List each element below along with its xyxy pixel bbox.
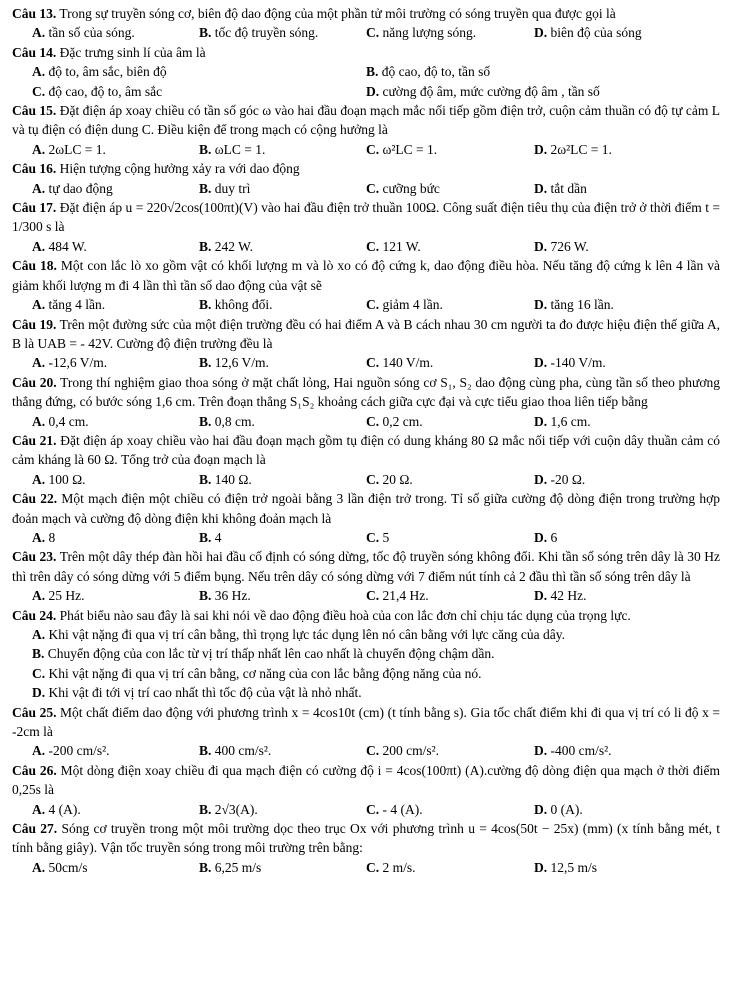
option-label: B.	[199, 355, 212, 371]
question-text: Đặt điện áp xoay chiều có tần số góc ω vào hai đầu đoạn mạch mắc nối tiếp gồm điện trở, cuộn cảm thuần có độ tự cảm L và tụ điện có điện dung C. Điều kiện để trong mạch có cộng hưởng là	[12, 103, 721, 138]
option-text: 2√3(A).	[214, 801, 258, 817]
options-row	[12, 237, 720, 256]
options-row	[12, 140, 720, 159]
question	[12, 819, 720, 877]
answer-option	[366, 353, 534, 372]
option-label: B.	[199, 238, 212, 254]
answer-option	[199, 800, 366, 819]
option-label: B.	[199, 471, 212, 487]
option-text: 42 Hz.	[550, 588, 587, 604]
answer-option	[32, 664, 720, 683]
answer-option	[199, 179, 366, 198]
option-label: A.	[32, 64, 46, 80]
question-stem	[12, 819, 720, 858]
answer-option	[199, 237, 366, 256]
option-text: ωLC = 1.	[214, 141, 266, 157]
option-text: 20 Ω.	[382, 471, 413, 487]
answer-option	[366, 179, 534, 198]
option-label: C.	[32, 83, 46, 99]
option-label: D.	[534, 297, 548, 313]
option-label: B.	[199, 743, 212, 759]
option-text: 6,25 m/s	[214, 859, 262, 875]
option-text: 200 cm/s².	[382, 743, 440, 759]
answer-option	[366, 800, 534, 819]
option-label: A.	[32, 588, 46, 604]
answer-option	[199, 23, 366, 42]
options-row	[12, 858, 720, 877]
question-text: Một con lắc lò xo gồm vật có khối lượng m và lò xo có độ cứng k, dao động điều hòa. Nếu tăng độ cứng k lên 4 lần và giảm khối lượng m đi 4 lần thì tần số dao động của vật sẽ	[12, 258, 721, 293]
question	[12, 431, 720, 489]
answer-option	[199, 353, 366, 372]
option-label: D.	[534, 801, 548, 817]
option-text: 0,8 cm.	[214, 413, 255, 429]
option-label: B.	[199, 180, 212, 196]
option-label: D.	[32, 685, 46, 701]
question-text: Một dòng điện xoay chiều đi qua mạch điện có cường độ i = 4cos(100πt) (A).cường độ dòng điện qua mạch ở thời điểm 0,25s là	[12, 762, 720, 798]
answer-option	[366, 741, 534, 760]
option-label: C.	[32, 665, 46, 681]
answer-option	[199, 140, 366, 159]
option-text: giảm 4 lần.	[382, 297, 443, 313]
option-text: ω²LC = 1.	[382, 141, 438, 157]
option-label: A.	[32, 627, 46, 642]
options-row	[12, 470, 720, 489]
question	[12, 159, 720, 198]
option-text: 25 Hz.	[48, 588, 85, 604]
question-stem	[12, 606, 720, 625]
option-text: 50cm/s	[48, 859, 88, 875]
option-text: 242 W.	[214, 238, 254, 254]
option-text: 4 (A).	[48, 801, 81, 817]
question-stem	[12, 198, 720, 237]
option-label: A.	[32, 297, 46, 313]
option-label: C.	[366, 297, 380, 313]
option-text: Chuyển động của con lắc từ vị trí thấp nhất lên cao nhất là chuyển động chậm dần.	[47, 646, 495, 662]
option-label: C.	[366, 529, 380, 545]
question-number: Câu 21.	[12, 432, 57, 448]
option-text: 6	[550, 529, 558, 545]
question	[12, 373, 720, 431]
answer-option	[366, 858, 534, 877]
option-text: độ cao, độ to, tần số	[381, 64, 491, 80]
option-label: D.	[534, 141, 548, 157]
option-label: D.	[534, 355, 548, 371]
option-text: -12,6 V/m.	[48, 355, 108, 371]
question-text: Sóng cơ truyền trong một môi trường dọc theo trục Ox với phương trình u = 4cos(50t − 25x) (mm) (x tính bằng mét, t tính bằng giây). Vận tốc truyền sóng trong môi trường trên bằng:	[12, 821, 721, 856]
answer-option	[366, 528, 534, 547]
answer-option	[32, 586, 199, 605]
question-number: Câu 24.	[12, 607, 57, 623]
option-text: cưỡng bức	[382, 180, 440, 196]
option-label: A.	[32, 180, 46, 196]
answer-option	[32, 62, 366, 81]
answer-option	[199, 741, 366, 760]
option-label: D.	[534, 238, 548, 254]
option-text: 726 W.	[550, 238, 589, 254]
option-label: C.	[366, 471, 380, 487]
question-stem	[12, 256, 720, 295]
option-label: C.	[366, 859, 380, 875]
answer-option	[534, 23, 642, 42]
option-text: -20 Ω.	[550, 471, 586, 487]
answer-option	[534, 237, 589, 256]
option-text: 2 m/s.	[382, 859, 416, 875]
answer-option	[366, 412, 534, 431]
option-text: cường độ âm, mức cường độ âm , tần số	[382, 83, 600, 99]
question-number: Câu 25.	[12, 704, 57, 720]
option-label: D.	[366, 83, 380, 99]
answer-option	[32, 528, 199, 547]
options-row	[12, 741, 720, 760]
option-text: 484 W.	[48, 238, 87, 254]
question-number: Câu 19.	[12, 316, 57, 332]
option-label: D.	[534, 471, 548, 487]
option-label: B.	[199, 859, 212, 875]
option-label: D.	[534, 743, 548, 759]
question-number: Câu 22.	[12, 491, 58, 507]
option-label: A.	[32, 25, 46, 41]
option-label: C.	[366, 355, 380, 371]
question-stem	[12, 4, 720, 23]
answer-option	[366, 295, 534, 314]
question-number: Câu 18.	[12, 258, 57, 274]
answer-option	[32, 741, 199, 760]
option-text: -140 V/m.	[550, 355, 606, 371]
question-text: Trong thí nghiệm giao thoa sóng ở mặt chất lỏng, Hai nguồn sóng cơ S₁, S₂ dao động cùng pha, cùng tần số theo phương thẳng đứng, có bước sóng 1,6 cm. Trên đoạn thẳng S₁S₂ khoảng cách giữa cực đại và cực tiểu giao thoa liên tiếp bằng	[12, 374, 721, 410]
question-number: Câu 13.	[12, 6, 57, 21]
option-label: C.	[366, 801, 380, 817]
answer-option	[199, 586, 366, 605]
options-column	[12, 625, 720, 703]
option-label: B.	[199, 529, 212, 545]
option-text: 1,6 cm.	[550, 413, 591, 429]
answer-option	[534, 179, 587, 198]
question-stem	[12, 431, 720, 470]
option-label: B.	[366, 64, 379, 80]
answer-option	[32, 625, 720, 644]
option-text: Khi vật nặng đi qua vị trí cân bằng, cơ năng của con lắc bằng động năng của nó.	[48, 665, 482, 681]
question	[12, 489, 720, 547]
answer-option	[534, 858, 597, 877]
option-text: tần số của sóng.	[48, 25, 135, 41]
question-stem	[12, 43, 720, 62]
option-label: A.	[32, 801, 46, 817]
answer-option	[366, 82, 700, 101]
option-label: A.	[32, 859, 46, 875]
option-label: D.	[534, 180, 548, 196]
option-text: 400 cm/s².	[214, 743, 272, 759]
options-row	[12, 62, 720, 81]
option-text: 36 Hz.	[214, 588, 251, 604]
answer-option	[32, 82, 366, 101]
option-text: 12,6 V/m.	[214, 355, 269, 371]
option-label: A.	[32, 529, 46, 545]
option-text: 21,4 Hz.	[382, 588, 429, 604]
option-text: tắt dần	[550, 180, 587, 196]
answer-option	[534, 353, 606, 372]
question-number: Câu 16.	[12, 161, 57, 177]
question-text: Một mạch điện một chiều có điện trở ngoài bằng 3 lần điện trở trong. Tỉ số giữa cường độ dòng điện trong trường hợp đoản mạch và cường độ dòng điện khi không đoản mạch là	[12, 491, 720, 526]
question-stem	[12, 761, 720, 800]
question-stem	[12, 703, 720, 742]
answer-option	[32, 353, 199, 372]
question-text: Một chất điểm dao động với phương trình x = 4cos10t (cm) (t tính bằng s). Gia tốc chất điểm khi đi qua vị trí có li độ x = -2cm là	[12, 704, 721, 740]
option-label: A.	[32, 238, 46, 254]
question-text: Đặt điện áp xoay chiều vào hai đầu đoạn mạch gồm tụ điện có dung kháng 80 Ω mắc nối tiếp với cuộn dây thuần cảm có cảm kháng là 60 Ω. Tổng trở của đoạn mạch là	[12, 432, 721, 468]
question	[12, 101, 720, 159]
question-number: Câu 26.	[12, 762, 57, 778]
options-row	[12, 295, 720, 314]
option-text: tốc độ truyền sóng.	[214, 25, 319, 41]
option-text: duy trì	[214, 180, 251, 196]
question-number: Câu 17.	[12, 200, 57, 216]
question-stem	[12, 101, 720, 140]
option-text: tăng 4 lần.	[48, 297, 106, 313]
question	[12, 703, 720, 761]
option-text: năng lượng sóng.	[382, 25, 477, 41]
option-text: 2ω²LC = 1.	[550, 141, 612, 157]
question	[12, 315, 720, 373]
option-text: - 4 (A).	[382, 801, 423, 817]
option-text: không đổi.	[214, 297, 273, 313]
question-text: Phát biểu nào sau đây là sai khi nói về dao động điều hoà của con lắc đơn chỉ chịu tác dụng của trọng lực.	[59, 607, 631, 623]
option-text: tự dao động	[48, 180, 113, 196]
answer-option	[199, 295, 366, 314]
option-text: 100 Ω.	[48, 471, 86, 487]
options-row	[12, 800, 720, 819]
answer-option	[32, 412, 199, 431]
question-number: Câu 15.	[12, 103, 57, 119]
option-label: D.	[534, 25, 548, 41]
answer-option	[32, 23, 199, 42]
options-row	[12, 179, 720, 198]
option-label: A.	[32, 471, 46, 487]
option-label: B.	[199, 588, 212, 604]
answer-option	[199, 412, 366, 431]
option-text: 4	[214, 529, 222, 545]
answer-option	[534, 586, 587, 605]
option-text: 2ωLC = 1.	[48, 141, 106, 157]
answer-option	[534, 295, 614, 314]
option-text: -400 cm/s².	[550, 743, 612, 759]
option-text: Khi vật nặng đi qua vị trí cân bằng, thì trọng lực tác dụng lên nó cân bằng với lực căng của dây.	[48, 627, 565, 642]
option-text: độ to, âm sắc, biên độ	[48, 64, 167, 80]
option-text: 12,5 m/s	[550, 859, 598, 875]
answer-option	[534, 741, 612, 760]
option-text: độ cao, độ to, âm sắc	[48, 83, 163, 99]
question-text: Trong sự truyền sóng cơ, biên độ dao động của một phần tử môi trường có sóng truyền qua được gọi là	[59, 6, 616, 21]
question-text: Trên một đường sức của một điện trường đều có hai điểm A và B cách nhau 30 cm người ta đo được hiệu điện thế giữa A, B là UAB = - 42V. Cường độ điện trường đều là	[12, 316, 721, 351]
answer-option	[366, 470, 534, 489]
option-label: C.	[366, 25, 380, 41]
question-text: Đặc trưng sinh lí của âm là	[59, 44, 206, 60]
question-stem	[12, 489, 720, 528]
answer-option	[534, 412, 591, 431]
question	[12, 198, 720, 256]
option-text: 121 W.	[382, 238, 421, 254]
question	[12, 43, 720, 101]
option-label: C.	[366, 238, 380, 254]
option-text: Khi vật đi tới vị trí cao nhất thì tốc độ của vật là nhỏ nhất.	[48, 685, 362, 701]
answer-option	[534, 140, 612, 159]
options-row	[12, 412, 720, 431]
option-label: D.	[534, 529, 548, 545]
option-label: C.	[366, 141, 380, 157]
option-label: B.	[199, 297, 212, 313]
option-text: 0 (A).	[550, 801, 583, 817]
answer-option	[32, 237, 199, 256]
option-label: B.	[199, 25, 212, 41]
options-row	[12, 586, 720, 605]
question	[12, 256, 720, 314]
question-stem	[12, 159, 720, 178]
question-text: Hiện tượng cộng hưởng xảy ra với dao động	[59, 161, 300, 177]
answer-option	[32, 800, 199, 819]
question-number: Câu 27.	[12, 821, 58, 837]
option-label: A.	[32, 141, 46, 157]
answer-option	[32, 858, 199, 877]
option-label: D.	[534, 588, 548, 604]
option-text: 140 Ω.	[214, 471, 252, 487]
option-label: D.	[534, 413, 548, 429]
answer-option	[366, 140, 534, 159]
option-text: 140 V/m.	[382, 355, 434, 371]
options-row	[12, 528, 720, 547]
option-text: tăng 16 lần.	[550, 297, 614, 313]
answer-option	[366, 586, 534, 605]
option-label: A.	[32, 355, 46, 371]
answer-option	[199, 528, 366, 547]
answer-option	[199, 858, 366, 877]
answer-option	[32, 295, 199, 314]
options-row	[12, 23, 720, 42]
question-stem	[12, 547, 720, 586]
option-label: B.	[199, 801, 212, 817]
option-label: A.	[32, 743, 46, 759]
option-label: B.	[32, 646, 45, 662]
option-label: C.	[366, 588, 380, 604]
option-label: D.	[534, 859, 548, 875]
question-number: Câu 14.	[12, 44, 57, 60]
options-row	[12, 353, 720, 372]
option-label: C.	[366, 413, 380, 429]
answer-option	[32, 683, 720, 702]
question-stem	[12, 315, 720, 354]
option-label: B.	[199, 141, 212, 157]
question-number: Câu 23.	[12, 549, 57, 565]
option-text: 8	[48, 529, 56, 545]
answer-option	[32, 644, 720, 663]
answer-option	[32, 140, 199, 159]
option-text: -200 cm/s².	[48, 743, 110, 759]
option-label: C.	[366, 743, 380, 759]
question-stem	[12, 373, 720, 412]
answer-option	[199, 470, 366, 489]
option-text: 0,2 cm.	[382, 413, 423, 429]
option-text: biên độ của sóng	[550, 25, 642, 41]
question-number: Câu 20.	[12, 374, 57, 390]
answer-option	[32, 179, 199, 198]
question	[12, 606, 720, 703]
question-text: Đặt điện áp u = 220√2cos(100πt)(V) vào hai đầu điện trở thuần 100Ω. Công suất điện tiêu thụ của điện trở ở thời điểm t = 1/300 s là	[12, 200, 720, 235]
option-text: 5	[382, 529, 390, 545]
answer-option	[366, 62, 700, 81]
question	[12, 547, 720, 605]
question	[12, 4, 720, 43]
option-label: C.	[366, 180, 380, 196]
answer-option	[534, 470, 585, 489]
option-label: A.	[32, 413, 46, 429]
answer-option	[366, 237, 534, 256]
options-row	[12, 82, 720, 101]
answer-option	[534, 800, 583, 819]
answer-option	[366, 23, 534, 42]
question-text: Trên một dây thép đàn hồi hai đầu cố định có sóng dừng, tốc độ truyền sóng không đổi. Khi tần số sóng trên dây là 30 Hz thì trên dây có sóng dừng với 5 điểm bụng. Nếu trên dây có sóng dừng với 7 điểm nút tính cả 2 đầu thì tần số sóng trên dây là	[12, 549, 720, 584]
question	[12, 761, 720, 819]
option-text: 0,4 cm.	[48, 413, 89, 429]
answer-option	[534, 528, 557, 547]
option-label: B.	[199, 413, 212, 429]
answer-option	[32, 470, 199, 489]
